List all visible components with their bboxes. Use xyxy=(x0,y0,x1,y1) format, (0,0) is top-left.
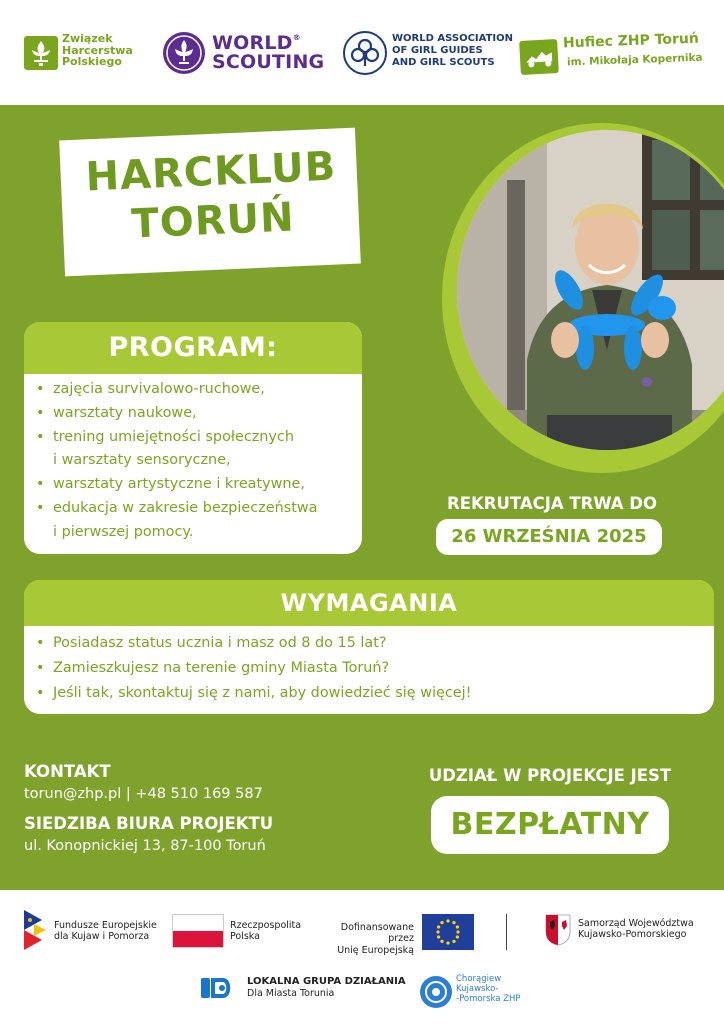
polish-flag-icon xyxy=(172,914,224,948)
requirements-card xyxy=(24,580,714,714)
contact-heading: KONTAKT xyxy=(24,762,111,781)
list-item: • trening umiejętności społecznych i warsztaty sensoryczne, xyxy=(36,426,317,474)
program-card xyxy=(24,322,362,554)
lgd-logo-icon xyxy=(200,976,238,1000)
recruitment-date: 26 WRZEŚNIA 2025 xyxy=(436,519,662,555)
list-item: • Posiadasz status ucznia i masz od 8 do 15 lat? xyxy=(36,631,471,656)
regional-coat-of-arms-icon xyxy=(545,914,571,946)
zhp-logo-text: Związek Harcerstwa Polskiego xyxy=(62,32,133,69)
footer-divider xyxy=(506,914,507,950)
fundusze-text: Fundusze Europejskie dla Kujaw i Pomorza xyxy=(54,920,157,943)
contact-line[interactable]: torun@zhp.pl | +48 510 169 587 xyxy=(24,786,263,802)
requirements-heading: WYMAGANIA xyxy=(24,580,714,626)
world-scouting-emblem-icon xyxy=(163,32,205,74)
list-item: • warsztaty naukowe, xyxy=(36,402,317,426)
page-title: HARCKLUB TORUŃ xyxy=(84,143,338,248)
recruitment-label: REKRUTACJA TRWA DO xyxy=(446,494,658,513)
participation-label: UDZIAŁ W PROJEKCJE JEST xyxy=(428,766,672,785)
header-logos xyxy=(0,0,724,105)
list-item: • Zamieszkujesz na terenie gminy Miasta Toruń? xyxy=(36,656,471,681)
world-scouting-text: WORLD® SCOUTING xyxy=(212,32,325,73)
fundusze-europejskie-icon xyxy=(24,910,46,950)
office-address: ul. Konopnickiej 13, 87-100 Toruń xyxy=(24,838,266,854)
hufiec-badge-icon xyxy=(519,39,559,75)
wagggs-text: WORLD ASSOCIATION OF GIRL GUIDES AND GIRL SCOUTS xyxy=(392,33,514,68)
list-item: • zajęcia survivalowo-ruchowe, xyxy=(36,378,317,402)
hufiec-subname: im. Mikołaja Kopernika xyxy=(566,51,703,69)
rp-text: Rzeczpospolita Polska xyxy=(230,920,302,943)
program-list xyxy=(36,378,317,545)
program-heading: PROGRAM: xyxy=(24,322,362,374)
list-item: • Jeśli tak, skontaktuj się z nami, aby dowiedzieć się więcej! xyxy=(36,681,471,706)
eu-flag-icon xyxy=(422,914,474,950)
office-heading: SIEDZIBA BIURA PROJEKTU xyxy=(24,814,274,833)
hufiec-name: Hufiec ZHP Toruń xyxy=(562,30,700,52)
list-item: • warsztaty artystyczne i kreatywne, xyxy=(36,473,317,497)
participation-value: BEZPŁATNY xyxy=(431,796,669,854)
zhp-fleur-de-lis-icon xyxy=(24,36,58,70)
eu-text: Dofinansowane przez Unię Europejską xyxy=(337,922,414,956)
samorzad-text: Samorząd Województwa Kujawsko-Pomorskiego xyxy=(578,918,694,941)
requirements-list xyxy=(36,631,471,706)
wagggs-trefoil-icon xyxy=(343,31,387,75)
choragiew-text: Chorągiew Kujawsko- -Pomorska ZHP xyxy=(456,974,521,1005)
lgd-text: LOKALNA GRUPA DZIAŁANIA Dla Miasta Torunia xyxy=(247,976,406,999)
choragiew-logo-icon xyxy=(420,976,452,1008)
list-item: • edukacja w zakresie bezpieczeństwa i pierwszej pomocy. xyxy=(36,497,317,545)
